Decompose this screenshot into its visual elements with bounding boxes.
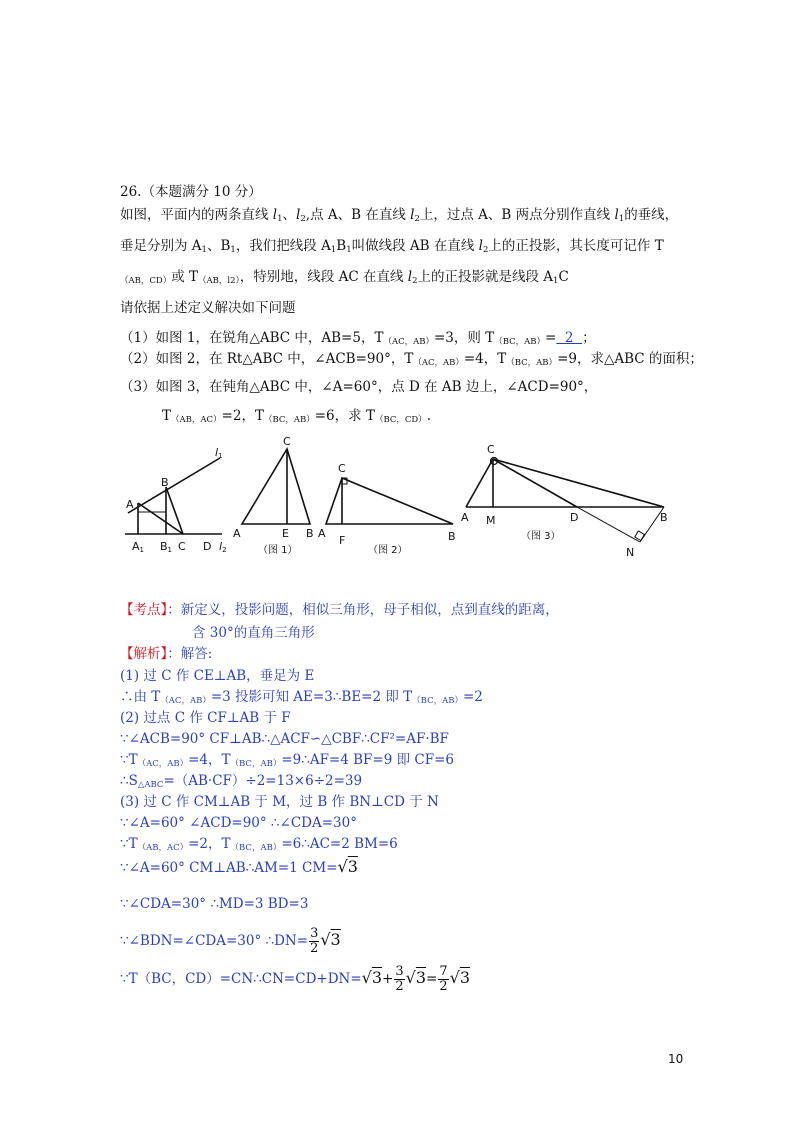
solution-step-2: ∴由 $T_{(AC,AB)}=3$ 投影可知 AE=3∴BE=2 即 $T_{(BC,AB)}=2$	[120, 689, 483, 706]
question-1-answer: 2	[556, 330, 583, 346]
fig0-label-l1: l1	[215, 446, 223, 460]
fig1-triangle	[242, 449, 310, 524]
fig0-label-a: A	[126, 498, 134, 511]
fig3-label-d: D	[570, 511, 579, 524]
fig0-label-d: D	[203, 540, 212, 553]
question-2: （2）如图 2，在 Rt△ABC 中，∠ACB=90°，$T_{(AC,AB)}=4$，$T_{(BC,AB)}=9$，求△ABC 的面积；	[120, 351, 703, 368]
fraction-7-2: $\frac{7}{2}$	[439, 964, 448, 994]
sqrt-3: √3	[449, 968, 471, 987]
fig0-label-a1: A1	[132, 540, 144, 554]
fig0-segment-bc	[166, 487, 183, 534]
kaodian-line-1: 【考点】：新定义，投影问题，相似三角形，母子相似，点到直线的距离，	[120, 602, 559, 618]
fig1-label-c: C	[283, 435, 291, 448]
fig2-label-b: B	[448, 530, 456, 543]
fig3-caption: （图 3）	[521, 531, 561, 542]
fig3-label-b: B	[660, 511, 668, 524]
sqrt-3: √3	[320, 930, 341, 949]
jiexi-label: 【解析】	[120, 646, 168, 662]
fig2-label-c: C	[338, 462, 346, 475]
fig3-label-c: C	[487, 443, 495, 456]
fig3-line-dn	[577, 507, 640, 542]
fig3-right-angle	[635, 531, 645, 541]
question-3: （3）如图 3，在钝角△ABC 中，∠A=60°，点 D 在 AB 边上，∠ACD=90°，	[120, 379, 598, 395]
sqrt-3: √3	[405, 968, 427, 987]
fraction-3-2: $\frac{3}{2}$	[310, 926, 319, 956]
solution-step-10: ∵∠A=60° CM⊥AB∴AM=1 CM=√3	[120, 857, 358, 876]
fig3-line-cb	[493, 459, 664, 507]
fig0-label-l2: l2	[219, 540, 227, 554]
kaodian-line-2: 含 30°的直角三角形	[192, 625, 315, 641]
fig1-label-b: B	[306, 527, 314, 540]
solution-step-13: ∵T（BC，CD）=CN∴CN=CD+DN=√3+ $\frac{3}{2}$ √3= $\frac{7}{2}$ √3	[120, 964, 471, 994]
question-1: （1）如图 1，在锐角△ABC 中，AB=5，$T_{(AC,AB)}=3$，则 $T_{(BC,AB)}= 2$ ；	[120, 330, 596, 347]
page-number: 10	[668, 1052, 684, 1066]
solution-step-11: ∵∠CDA=30° ∴MD=3 BD=3	[120, 896, 309, 912]
solution-step-9: $\because T_{(AB,AC)}=2$，$T_{(BC,AB)}=6\therefore AC=2$ BM=6	[120, 836, 398, 853]
solution-step-8: ∵∠A=60° ∠ACD=90° ∴∠CDA=30°	[120, 815, 357, 831]
solution-step-12: ∵∠BDN=∠CDA=30° ∴DN= $\frac{3}{2}$ √3	[120, 926, 341, 956]
fig1-label-a: A	[233, 527, 241, 540]
problem-line-3: $_{(AB,CD)}$或 $T_{(AB,l2)}$，特别地，线段 AC 在直线 $l_2$上的正投影就是线段 $A_1C$	[120, 269, 569, 286]
fig3-line-ac	[466, 459, 493, 507]
sqrt-3: √3	[361, 968, 383, 987]
fig2-caption: （图 2）	[368, 545, 408, 556]
question-3-cont: $T_{(AB,AC)}=2$，$T_{(BC,AB)}=6$，求 $T_{(BC,CD)}$.	[162, 408, 431, 425]
solution-step-7: (3) 过 C 作 CM⊥AB 于 M，过 B 作 BN⊥CD 于 N	[120, 794, 439, 810]
fig2-triangle	[326, 478, 453, 524]
problem-header: 26.（本题满分 10 分）	[120, 184, 262, 200]
fig2-label-f: F	[339, 534, 346, 547]
fig0-segment-ac	[138, 503, 183, 534]
fraction-3-2: $\frac{3}{2}$	[395, 964, 404, 994]
fig0-label-c: C	[178, 540, 186, 553]
fig2-label-a: A	[318, 527, 326, 540]
problem-line-2: 垂足分别为 $A_1$、$B_1$，我们把线段 $A_1B_1$叫做线段 AB 在直线 $l_2$上的正投影，其长度可记作 T	[120, 238, 664, 255]
solution-step-4: ∵∠ACB=90° CF⊥AB∴△ACF∽△CBF∴CF²=AF·BF	[120, 731, 449, 747]
fig0-label-b1: B1	[160, 540, 173, 554]
jiexi-line: 【解析】：解答:	[120, 646, 213, 662]
fig3-label-m: M	[486, 514, 496, 527]
problem-line-4: 请依据上述定义解决如下问题	[120, 300, 296, 316]
solution-step-6: $\therefore S_{\triangle ABC}=(AB\cdot CF)\div 2=13\times 6\div 2=39$	[120, 773, 363, 790]
solution-step-1: (1) 过 C 作 CE⊥AB，垂足为 E	[120, 668, 315, 684]
fig3-label-a: A	[461, 511, 469, 524]
kaodian-label: 【考点】	[120, 602, 168, 618]
fig3-line-cd	[493, 459, 577, 507]
fig0-label-b: B	[161, 476, 169, 489]
fig3-label-n: N	[626, 546, 635, 559]
problem-line-1: 如图，平面内的两条直线 $l_1$、$l_2$,点 A、B 在直线 $l_2$上，过点 A、B 两点分别作直线 $l_1$的垂线，	[120, 207, 679, 224]
fig1-label-e: E	[282, 527, 289, 540]
sqrt-3: √3	[337, 857, 358, 876]
fig1-caption: （图 1）	[258, 545, 298, 556]
solution-step-5: $\because T_{(AC,AB)}=4$，$T_{(BC,AB)}=9\therefore AF=4$ BF=9 即 CF=6	[120, 752, 454, 769]
solution-step-3: (2) 过点 C 作 CF⊥AB 于 F	[120, 710, 291, 726]
